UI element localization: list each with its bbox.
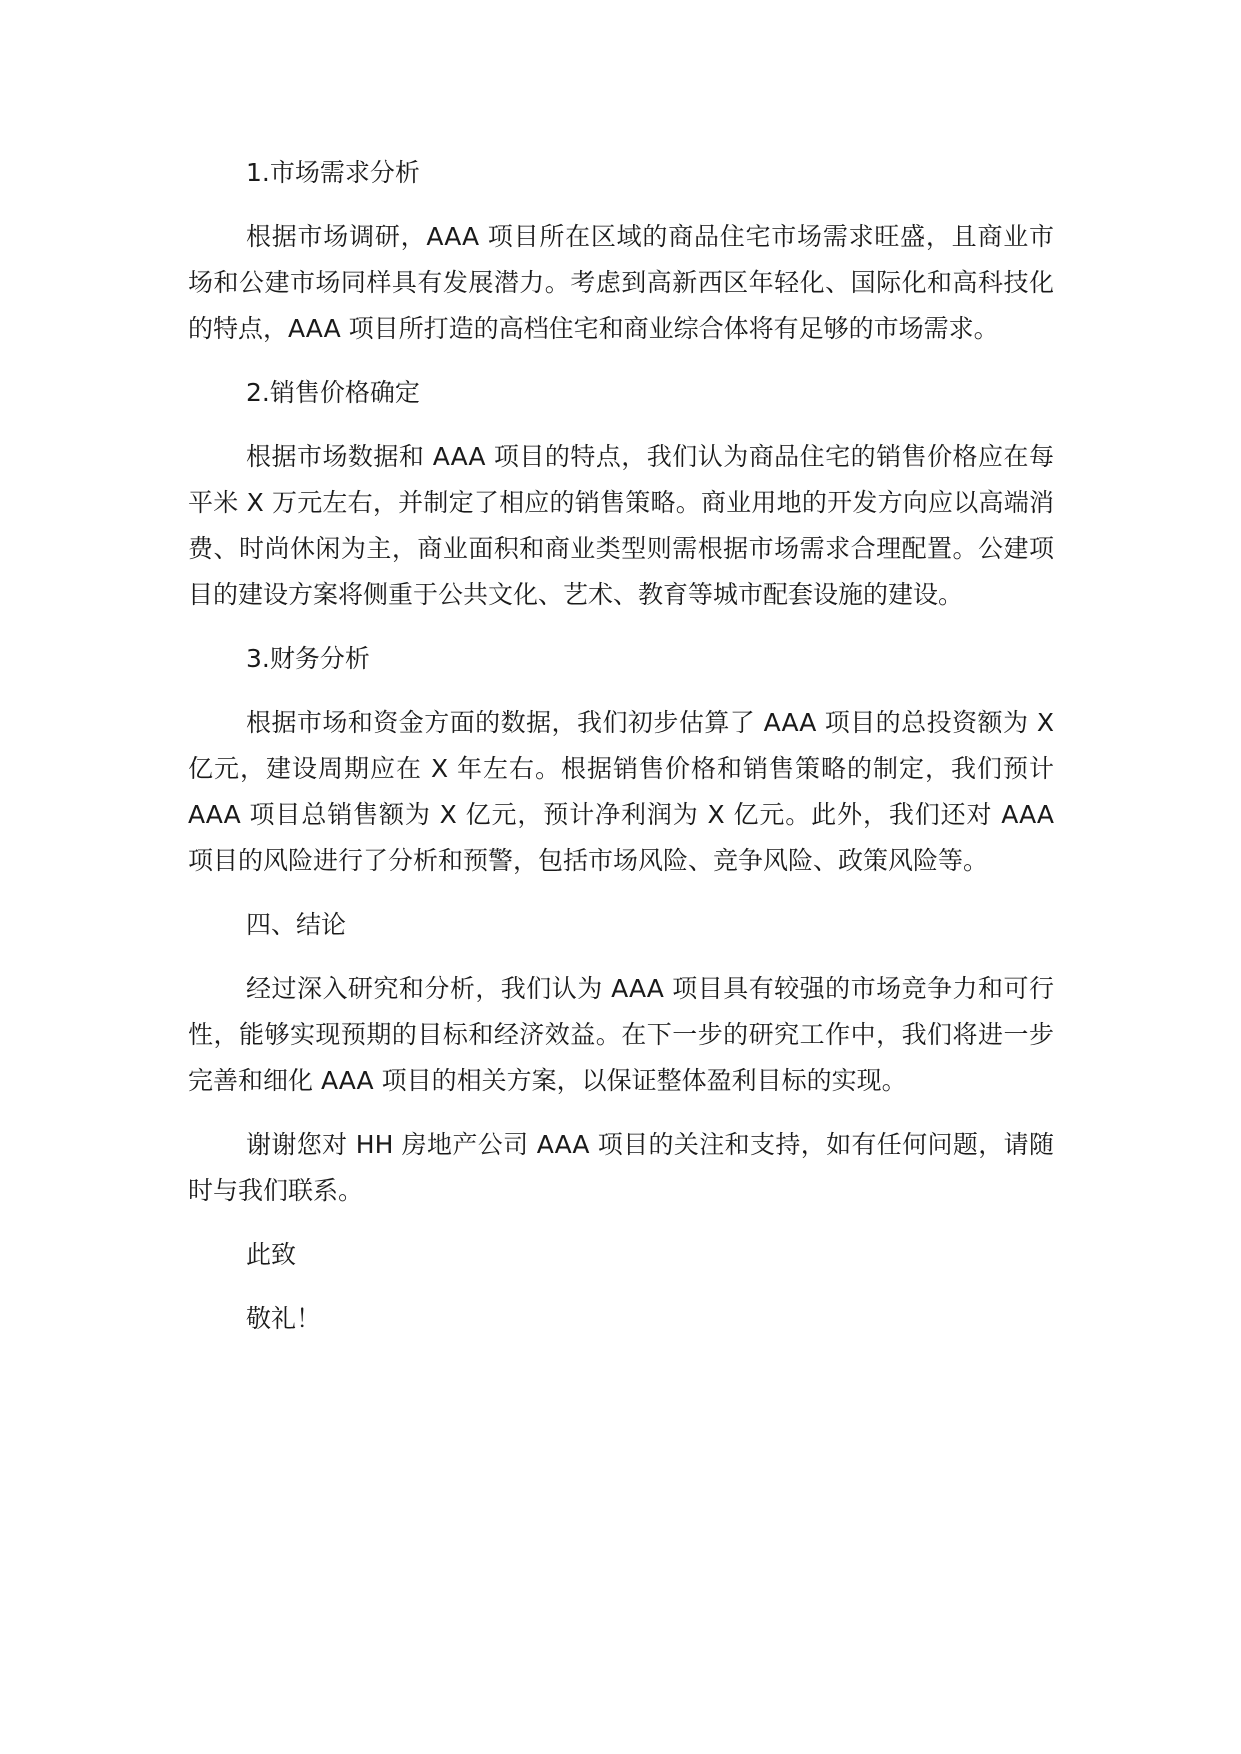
paragraph-market-demand: 根据市场调研，AAA 项目所在区域的商品住宅市场需求旺盛，且商业市场和公建市场同样具有发展潜力。考虑到高新西区年轻化、国际化和高科技化的特点，AAA 项目所打造的高档住宅和商业综合体将有足够的市场需求。: [188, 222, 1054, 343]
closing-salutation: 此致: [246, 1240, 297, 1269]
paragraph-sales-price: 根据市场数据和 AAA 项目的特点，我们认为商品住宅的销售价格应在每平米 X 万元左右，并制定了相应的销售策略。商业用地的开发方向应以高端消费、时尚休闲为主，商业面积和商业类型则需根据市场需求合理配置。公建项目的建设方案将侧重于公共文化、艺术、教育等城市配套设施的建设。: [188, 442, 1054, 609]
paragraph-thanks: 谢谢您对 HH 房地产公司 AAA 项目的关注和支持，如有任何问题，请随时与我们联系。: [188, 1130, 1054, 1205]
section-heading-sales-price: 2.销售价格确定: [246, 378, 420, 407]
section-heading-market-demand: 1.市场需求分析: [246, 158, 420, 187]
closing-regards: 敬礼！: [246, 1304, 322, 1333]
section-heading-conclusion: 四、结论: [246, 910, 347, 939]
paragraph-financial-analysis: 根据市场和资金方面的数据，我们初步估算了 AAA 项目的总投资额为 X 亿元，建设周期应在 X 年左右。根据销售价格和销售策略的制定，我们预计 AAA 项目总销售额为 X 亿元，预计净利润为 X 亿元。此外，我们还对 AAA 项目的风险进行了分析和预警，包括市场风险、竞争风险、政策风险等。: [188, 708, 1054, 875]
document-body: [188, 150, 1054, 1360]
section-heading-financial-analysis: 3.财务分析: [246, 644, 370, 673]
paragraph-conclusion: 经过深入研究和分析，我们认为 AAA 项目具有较强的市场竞争力和可行性，能够实现预期的目标和经济效益。在下一步的研究工作中，我们将进一步完善和细化 AAA 项目的相关方案，以保证整体盈利目标的实现。: [188, 974, 1054, 1095]
